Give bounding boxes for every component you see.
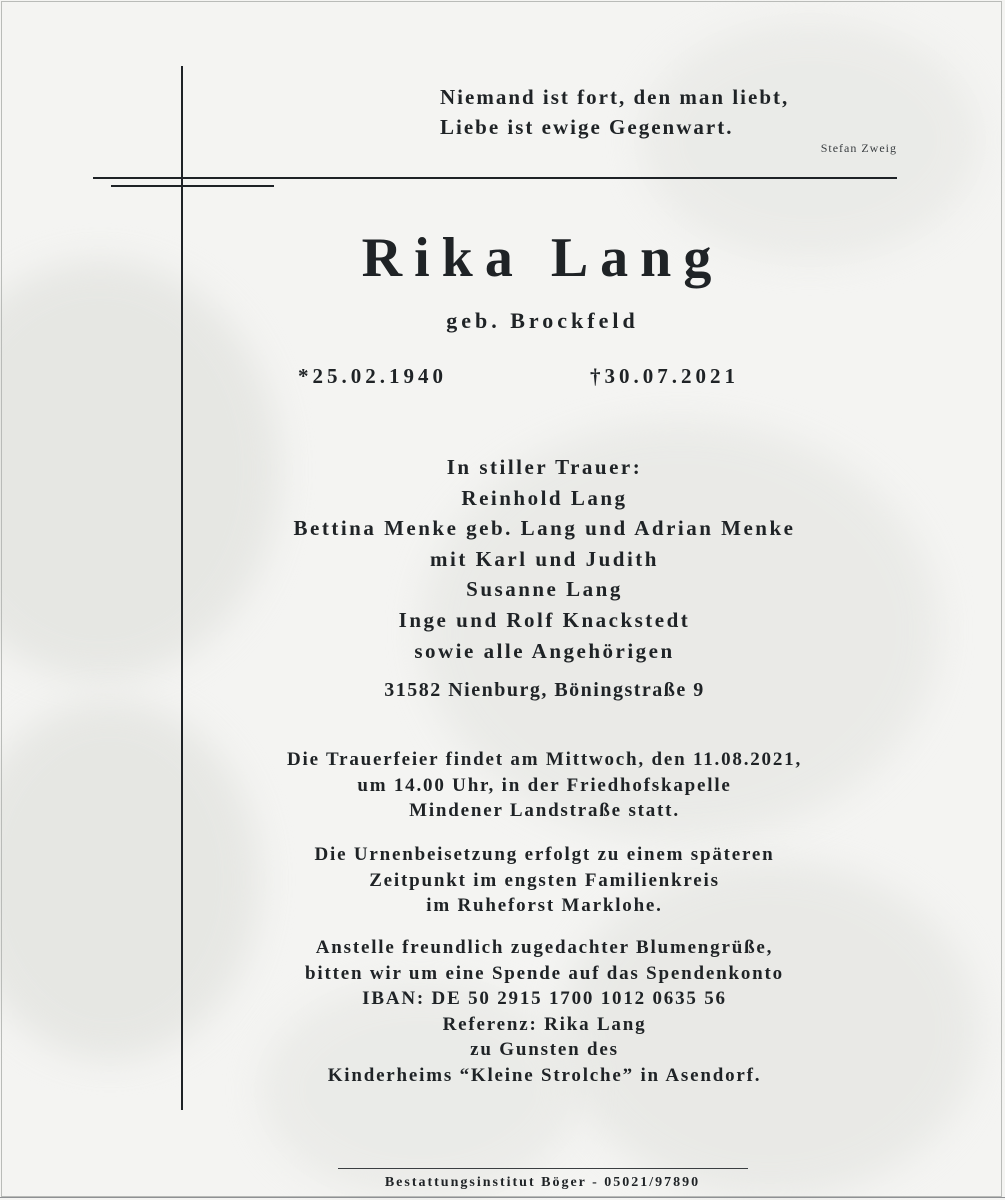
urn-line: im Ruheforst Marklohe. xyxy=(426,895,663,916)
urn-line: Zeitpunkt im engsten Familienkreis xyxy=(369,869,720,891)
urn-line: Die Urnenbeisetzung erfolgt zu einem späteren xyxy=(314,844,775,865)
deceased-name: Rika Lang xyxy=(361,227,724,289)
cross-horizontal-bar xyxy=(111,185,274,187)
life-dates xyxy=(298,364,739,389)
mourner-entry: sowie alle Angehörigen xyxy=(414,638,675,663)
birth-date: *25.02.1940 xyxy=(298,364,447,388)
mourner-entry: mit Karl und Judith xyxy=(430,546,659,571)
urn-burial-info xyxy=(187,842,902,919)
maiden-name: geb. Brockfeld xyxy=(446,308,639,333)
donation-info xyxy=(187,935,902,1088)
funeral-line: Mindener Landstraße statt. xyxy=(409,800,680,821)
mourner-entry: Susanne Lang xyxy=(466,577,623,602)
donation-line: bitten wir um eine Spende auf das Spendenkonto xyxy=(305,962,784,984)
donation-reference: Referenz: Rika Lang xyxy=(442,1013,647,1035)
donation-beneficiary: Kinderheims “Kleine Strolche” in Asendorf. xyxy=(327,1064,762,1086)
death-date: †30.07.2021 xyxy=(590,364,739,388)
donation-line: zu Gunsten des xyxy=(470,1039,619,1060)
donation-line: Anstelle freundlich zugedachter Blumengrüße, xyxy=(315,937,774,958)
header-divider xyxy=(93,177,897,179)
funeral-info xyxy=(187,747,902,824)
cross-vertical-bar xyxy=(181,66,183,1110)
donation-iban: IBAN: DE 50 2915 1700 1012 0635 56 xyxy=(362,988,727,1009)
quote xyxy=(440,82,898,142)
mourners-heading: In stiller Trauer: xyxy=(446,455,643,479)
funeral-line: um 14.00 Uhr, in der Friedhofskapelle xyxy=(357,774,732,796)
funeral-line: Die Trauerfeier findet am Mittwoch, den 11.08.2021, xyxy=(286,749,802,770)
quote-author: Stefan Zweig xyxy=(820,141,897,155)
quote-line: Liebe ist ewige Gegenwart. xyxy=(440,115,734,139)
mourner-entry: Reinhold Lang xyxy=(461,485,628,510)
mourners-list xyxy=(187,452,902,666)
bottom-border xyxy=(0,1197,1005,1198)
mourner-entry: Inge und Rolf Knackstedt xyxy=(398,607,691,632)
mourner-entry: Bettina Menke geb. Lang und Adrian Menke xyxy=(293,516,796,541)
funeral-home-footer: Bestattungsinstitut Böger - 05021/97890 xyxy=(384,1175,701,1190)
family-address: 31582 Nienburg, Böningstraße 9 xyxy=(384,679,705,701)
footer-divider xyxy=(338,1168,748,1169)
quote-line: Niemand ist fort, den man liebt, xyxy=(440,85,790,109)
